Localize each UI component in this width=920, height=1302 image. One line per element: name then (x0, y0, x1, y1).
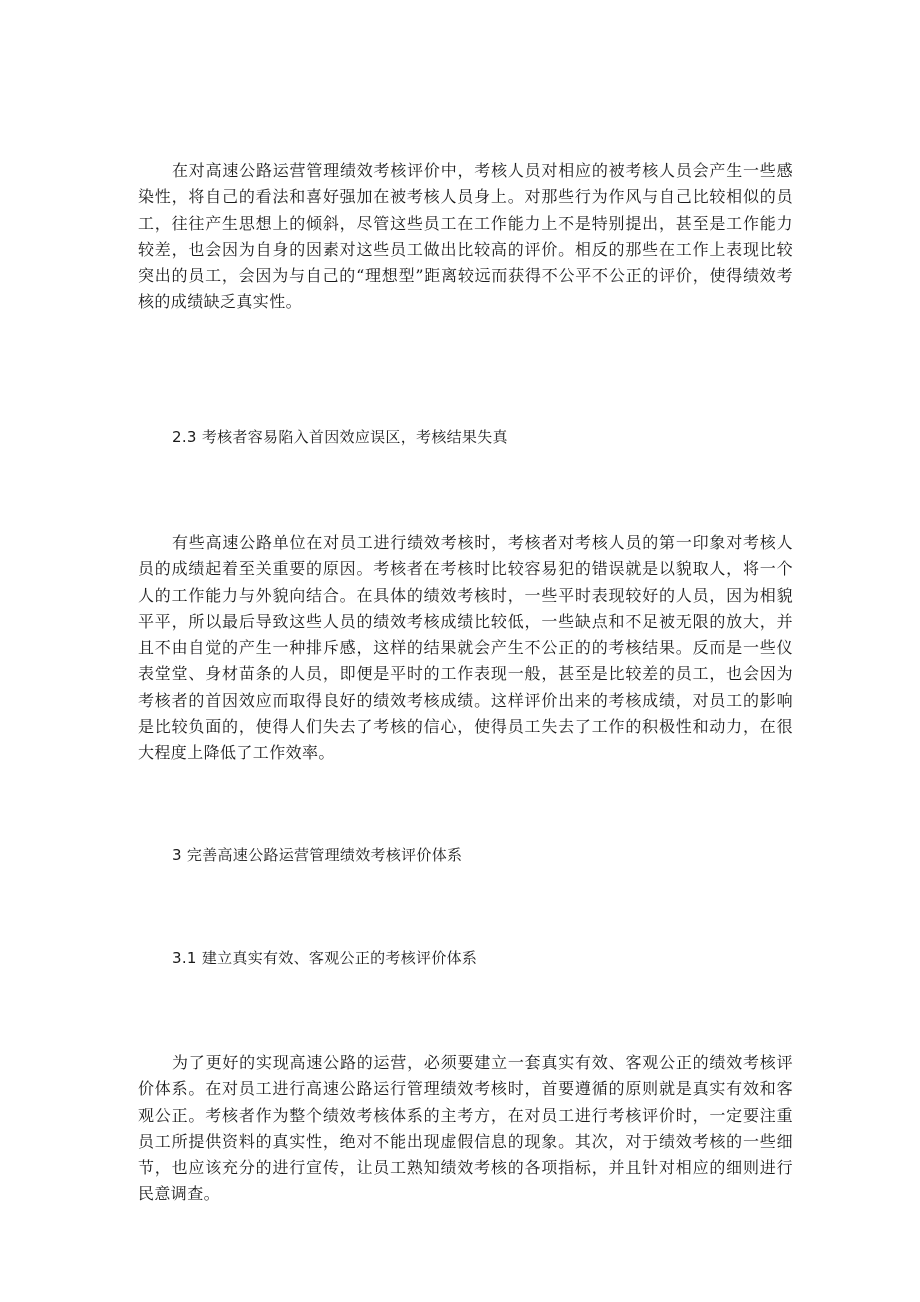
section-heading-2-3: 2.3 考核者容易陷入首因效应误区，考核结果失真 (172, 428, 508, 446)
section-heading-3-1: 3.1 建立真实有效、客观公正的考核评价体系 (172, 949, 478, 967)
body-paragraph: 在对高速公路运营管理绩效考核评价中，考核人员对相应的被考核人员会产生一些感染性，将自己的看法和喜好强加在被考核人员身上。对那些行为作风与自己比较相似的员工，往往产生思想上的倾斜，尽管这些员工在工作能力上不是特别提出，甚至是工作能力较差，也会因为自身的因素对这些员工做出比较高的评价。相反的那些在工作上表现比较突出的员工，会因为与自己的“理想型”距离较远而获得不公平不公正的评价，使得绩效考核的成绩缺乏真实性。 (138, 161, 793, 312)
body-paragraph: 为了更好的实现高速公路的运营，必须要建立一套真实有效、客观公正的绩效考核评价体系。在对员工进行高速公路运行管理绩效考核时，首要遵循的原则就是真实有效和客观公正。考核者作为整个绩效考核体系的主考方，在对员工进行考核评价时，一定要注重员工所提供资料的真实性，绝对不能出现虚假信息的现象。其次，对于绩效考核的一些细节，也应该充分的进行宣传，让员工熟知绩效考核的各项指标，并且针对相应的细则进行民意调查。 (138, 1053, 793, 1204)
body-paragraph: 有些高速公路单位在对员工进行绩效考核时，考核者对考核人员的第一印象对考核人员的成绩起着至关重要的原因。考核者在考核时比较容易犯的错误就是以貌取人，将一个人的工作能力与外貌向结合。在具体的绩效考核时，一些平时表现较好的人员，因为相貌平平，所以最后导致这些人员的绩效考核成绩比较低，一些缺点和不足被无限的放大，并且不由自觉的产生一种排斥感，这样的结果就会产生不公正的的考核结果。反而是一些仪表堂堂、身材苗条的人员，即便是平时的工作表现一般，甚至是比较差的员工，也会因为考核者的首因效应而取得良好的绩效考核成绩。这样评价出来的考核成绩，对员工的影响是比较负面的，使得人们失去了考核的信心，使得员工失去了工作的积极性和动力，在很大程度上降低了工作效率。 (138, 533, 793, 763)
section-heading-3: 3 完善高速公路运营管理绩效考核评价体系 (172, 846, 463, 864)
